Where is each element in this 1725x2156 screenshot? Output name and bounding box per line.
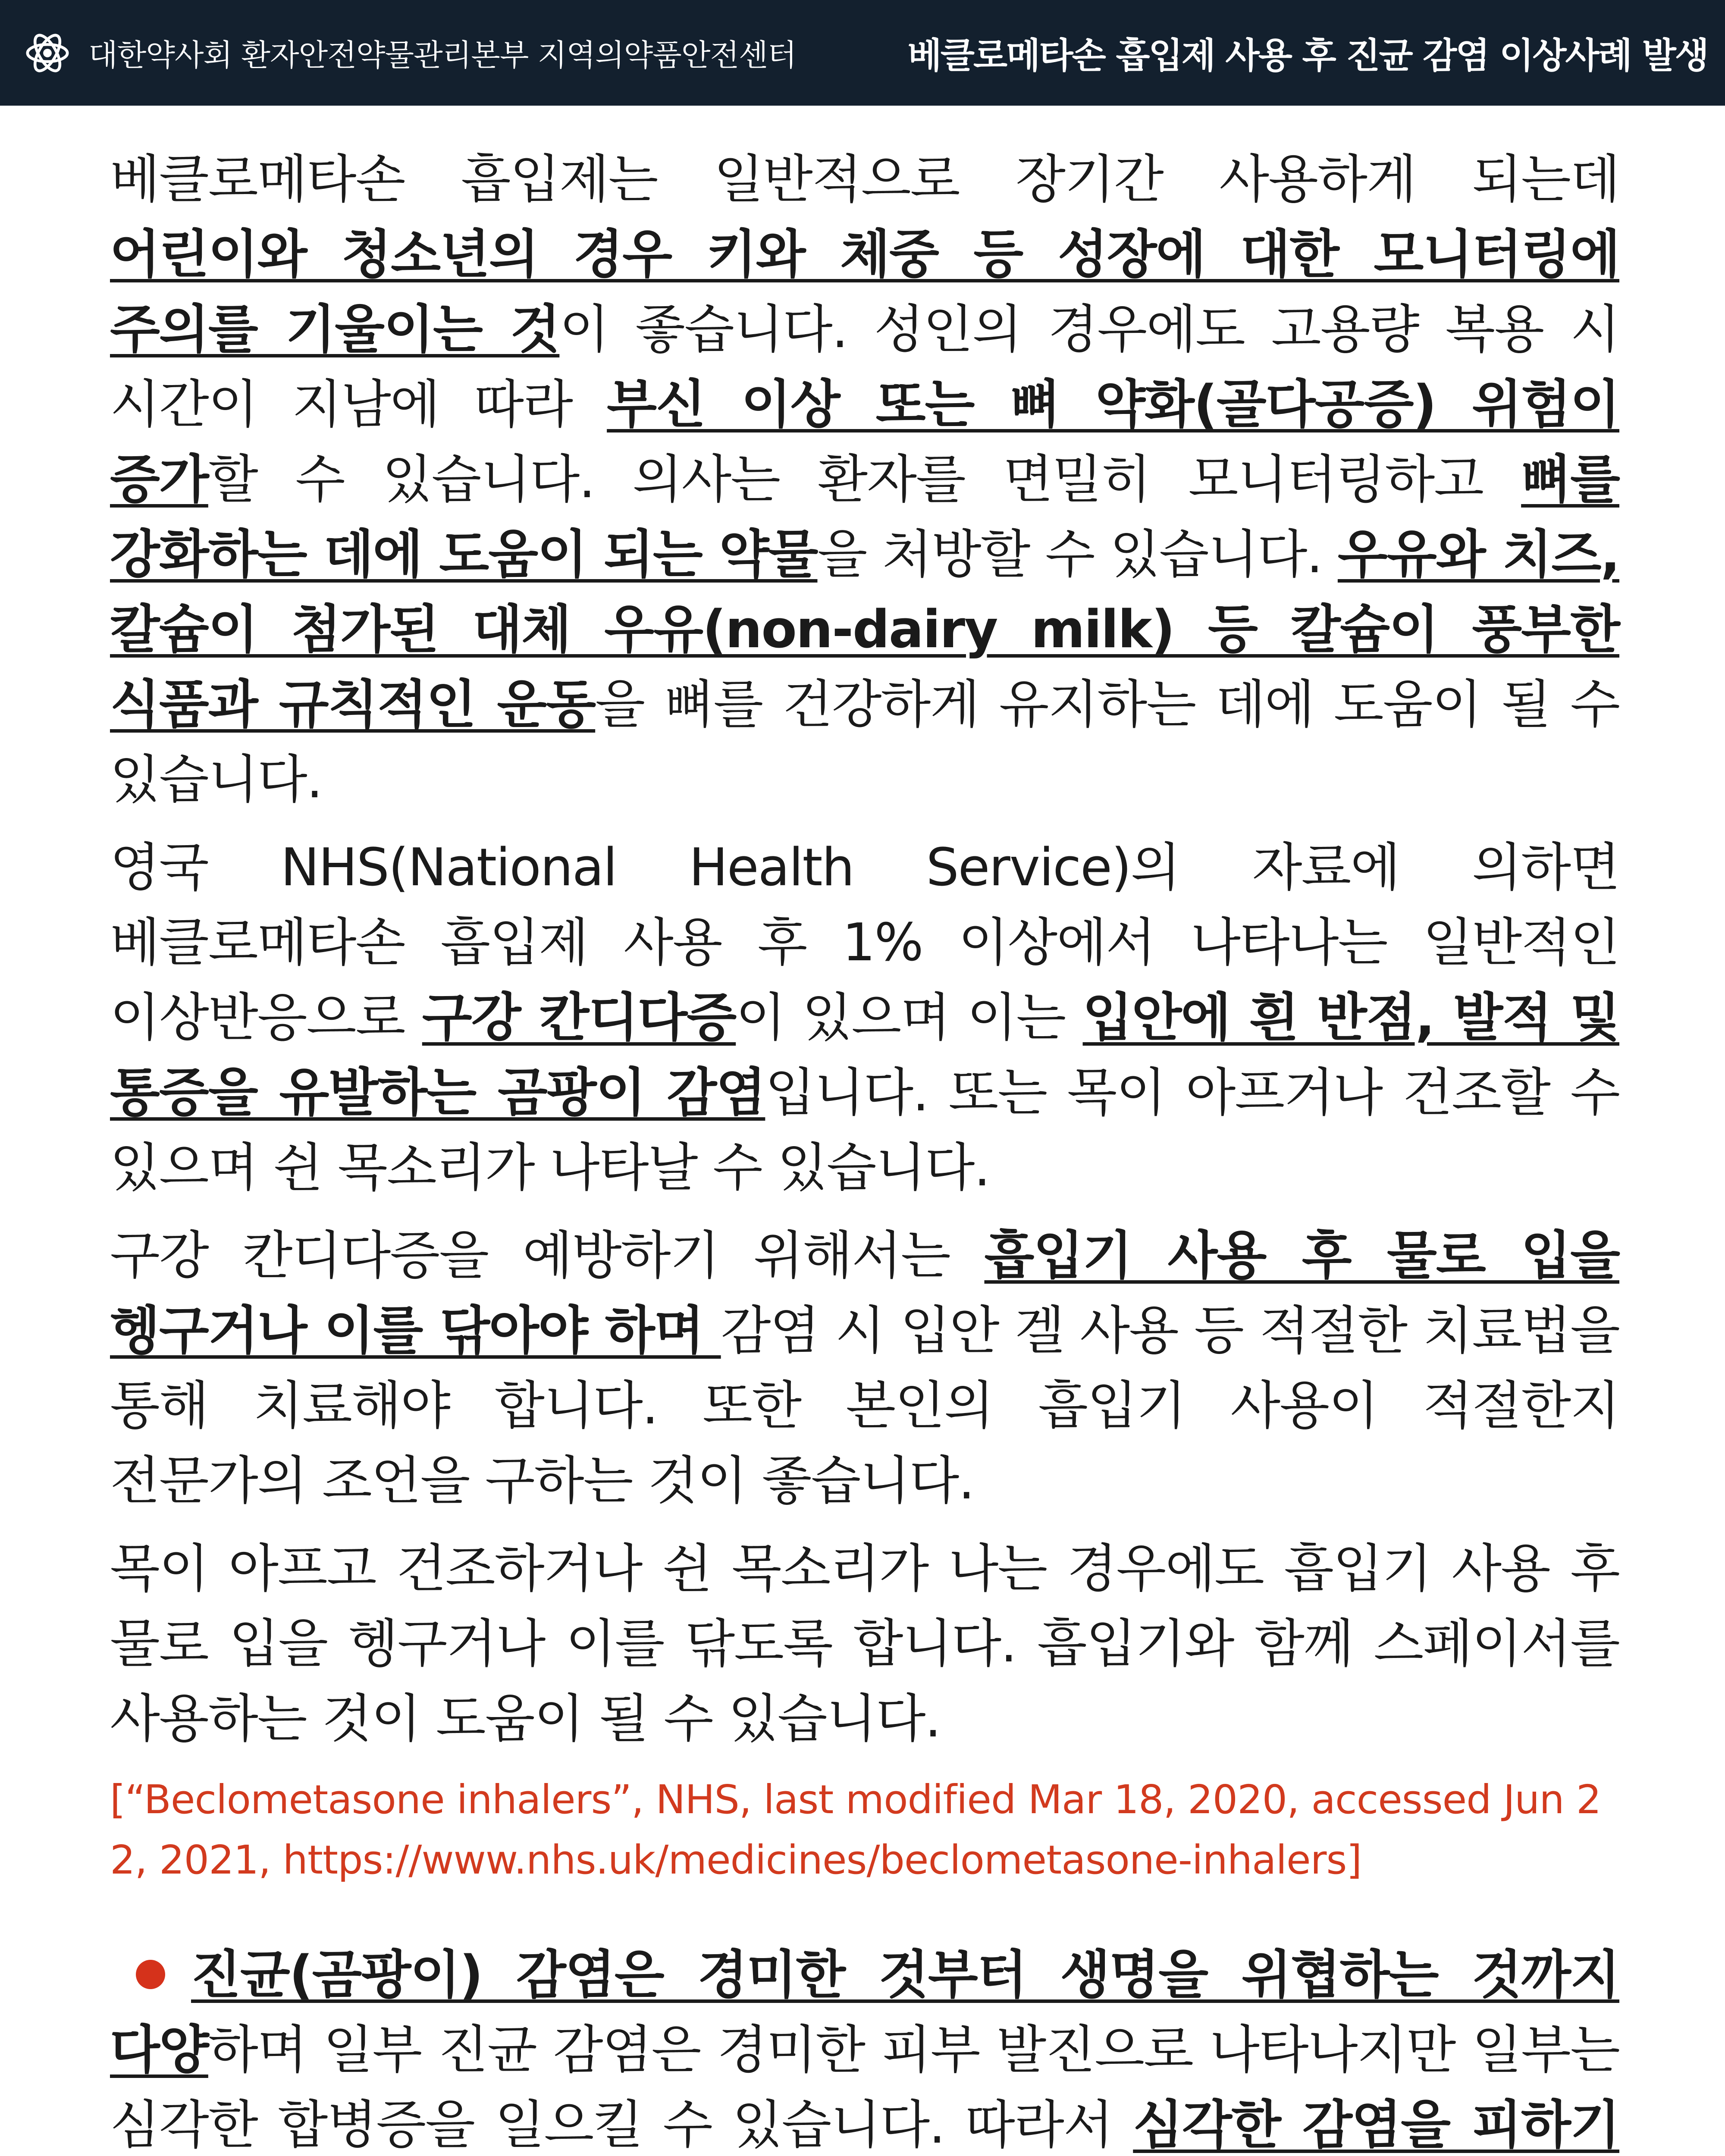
- body-paragraphs: [110, 142, 1619, 1757]
- header-bar: [0, 0, 1725, 106]
- main-content: [110, 142, 1619, 2156]
- body-text: 입니다. 또는 목이 아프거나 건조할 수 있으며 쉰 목소리가 나타날 수 있습니다.: [110, 1063, 1619, 1198]
- body-text: 영국 NHS(National Health Service)의 자료에 의하면 베클로메타손 흡입제 사용 후 1% 이상에서 나타나는 일반적인 이상반응으로: [110, 838, 1619, 1048]
- body-text: 할 수 있습니다. 의사는 환자를 면밀히 모니터링하고: [208, 450, 1521, 510]
- body-paragraph: [110, 830, 1619, 1206]
- bullet-paragraph: [110, 1938, 1619, 2156]
- body-text: 을 뼈를 건강하게 유지하는 데에 도움이 될 수 있습니다.: [110, 675, 1619, 810]
- body-text: 감염 시 입안 겔 사용 등 적절한 치료법을 통해 치료해야 합니다. 또한 본인의 흡입기 사용이 적절한지 전문가의 조언을 구하는 것이 좋습니다.: [110, 1301, 1619, 1511]
- emphasized-text: 부신 이상 또는 뼈 약화(골다공증) 위험이 증가: [110, 375, 1619, 510]
- emphasized-text: 우유와 치즈, 칼슘이 첨가된 대체 우유(non-dairy milk) 등 칼슘이 풍부한 식품과 규칙적인 운동: [110, 525, 1619, 735]
- emphasized-text: 어린이와 청소년의 경우 키와 체중 등 성장에 대한 모니터링에 주의를 기울이는 것: [110, 225, 1619, 360]
- emphasized-text: 진균(곰팡이) 감염은 경미한 것부터 생명을 위협하는 것까지 다양: [110, 1945, 1619, 2080]
- emphasized-text: 심각한 감염을 피하기: [1133, 2095, 1619, 2155]
- reference-citation: [“Beclometasone inhalers”, NHS, last modified Mar 18, 2020, accessed Jun 22, 2021, https://www.nhs.uk/medicines/beclometasone-inhalers]: [110, 1777, 1601, 1883]
- emphasized-text: 입안에 흰 반점, 발적 및 통증을 유발하는 곰팡이 감염: [110, 988, 1620, 1123]
- body-text: 이 좋습니다. 성인의 경우에도 고용량 복용 시 시간이 지남에 따라: [110, 300, 1619, 435]
- body-text: 을 처방할 수 있습니다.: [817, 525, 1338, 585]
- document-title: 베클로메타손 흡입제 사용 후 진균 감염 이상사례 발생: [907, 35, 1708, 76]
- body-paragraph: [110, 1219, 1619, 1519]
- bullet-dot-icon: [136, 1960, 165, 1989]
- body-text: 하며 일부 진균 감염은 경미한 피부 발진으로 나타나지만 일부는 심각한 합병증을 일으킬 수 있습니다. 따라서: [110, 2020, 1619, 2155]
- organization-name: 대한약사회 환자안전약물관리본부 지역의약품안전센터: [88, 38, 797, 73]
- emphasized-text: 흡입기 사용 후 물로 입을 헹구거나 이를 닦아야 하며: [110, 1226, 1619, 1361]
- organization-logo-icon: [24, 29, 71, 77]
- emphasized-text: 구강 칸디다증: [422, 988, 736, 1048]
- body-paragraph: [110, 1532, 1619, 1757]
- body-text: 목이 아프고 건조하거나 쉰 목소리가 나는 경우에도 흡입기 사용 후 물로 입을 헹구거나 이를 닦도록 합니다. 흡입기와 함께 스페이서를 사용하는 것이 도움이 될 수 있습니다.: [110, 1539, 1619, 1749]
- body-paragraph: [110, 142, 1619, 818]
- body-text: 이 있으며 이는: [736, 988, 1083, 1048]
- body-text: 구강 칸디다증을 예방하기 위해서는: [110, 1226, 985, 1286]
- body-text: 베클로메타손 흡입제는 일반적으로 장기간 사용하게 되는데: [110, 150, 1619, 210]
- emphasized-text: 뼈를 강화하는 데에 도움이 되는 약물: [110, 450, 1619, 585]
